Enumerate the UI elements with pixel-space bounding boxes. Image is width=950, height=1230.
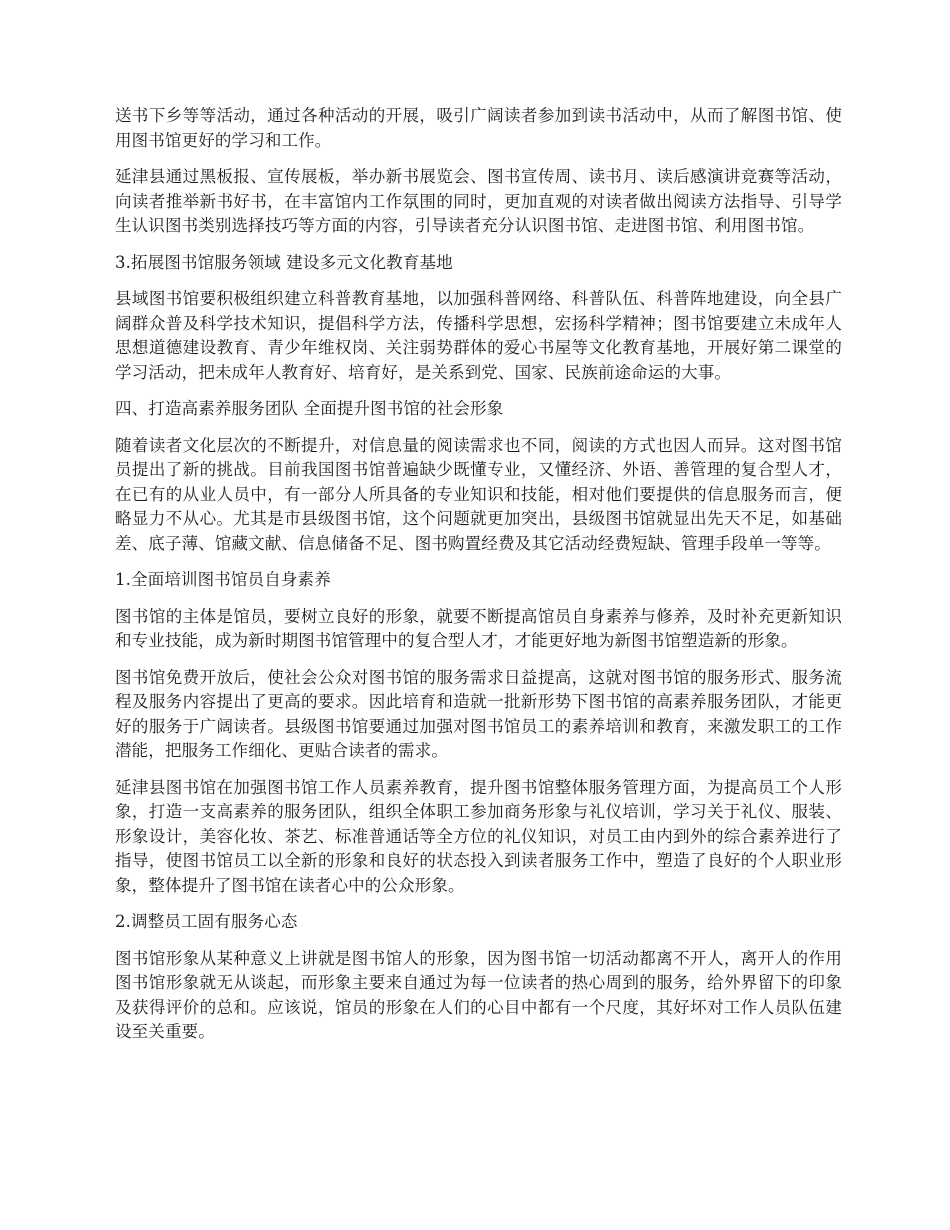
- subsection-heading-2: 2.调整员工固有服务心态: [115, 912, 298, 931]
- section-heading-4: 四、打造高素养服务团队 全面提升图书馆的社会形象: [115, 399, 504, 418]
- paragraph-yanjin-promotion: 延津县通过黑板报、宣传展板，举办新书展览会、图书宣传周、读书月、读后感演讲竞赛等活动，向读者推举新书好书，在丰富馆内工作氛围的同时，更加直观的对读者做出阅读方法指导、引导学生认识图书类别选择技巧等方面的内容，引导读者充分认识图书馆、走进图书馆、利用图书馆。: [115, 167, 842, 235]
- subsection-heading-1: 1.全面培训图书馆员自身素养: [115, 570, 331, 589]
- paragraph-librarian-challenge: 随着读者文化层次的不断提升，对信息量的阅读需求也不同，阅读的方式也因人而异。这对图书馆员提出了新的挑战。目前我国图书馆普遍缺少既懂专业，又懂经济、外语、善管理的复合型人才，在已有的从业人员中，有一部分人所具备的专业知识和技能，相对他们要提供的信息服务而言，便略显力不从心。尤其是市县级图书馆，这个问题就更加突出，县级图书馆就显出先天不足，如基础差、底子薄、馆藏文献、信息储备不足、图书购置经费及其它活动经费短缺、管理手段单一等等。: [115, 435, 842, 553]
- document-body: [115, 104, 842, 1057]
- section-heading-3: 3.拓展图书馆服务领域 建设多元文化教育基地: [115, 252, 453, 272]
- paragraph-education-base: 县域图书馆要积极组织建立科普教育基地，以加强科普网络、科普队伍、科普阵地建设，向全县广阔群众普及科学技术知识，提倡科学方法，传播科学思想，宏扬科学精神；图书馆要建立未成年人思想道德建设教育、青少年维权岗、关注弱势群体的爱心书屋等文化教育基地，开展好第二课堂的学习活动，把未成年人教育好、培育好，是关系到党、国家、民族前途命运的大事。: [115, 289, 842, 382]
- paragraph-free-opening: 图书馆免费开放后，使社会公众对图书馆的服务需求日益提高，这就对图书馆的服务形式、服务流程及服务内容提出了更高的要求。因此培育和造就一批新形势下图书馆的高素养服务团队，才能更好的服务于广阔读者。县级图书馆要通过加强对图书馆员工的素养培训和教育，来激发职工的工作潜能，把服务工作细化、更贴合读者的需求。: [115, 667, 842, 760]
- paragraph-yanjin-training: 延津县图书馆在加强图书馆工作人员素养教育，提升图书馆整体服务管理方面，为提高员工个人形象，打造一支高素养的服务团队，组织全体职工参加商务形象与礼仪培训，学习关于礼仪、服装、形象设计，美容化妆、茶艺、标准普通话等全方位的礼仪知识，对员工由内到外的综合素养进行了指导，使图书馆员工以全新的形象和良好的状态投入到读者服务工作中，塑造了良好的个人职业形象，整体提升了图书馆在读者心中的公众形象。: [115, 777, 842, 895]
- paragraph-library-image: 图书馆形象从某种意义上讲就是图书馆人的形象，因为图书馆一切活动都离不开人，离开人的作用图书馆形象就无从谈起，而形象主要来自通过为每一位读者的热心周到的服务，给外界留下的印象及获得评价的总和。应该说，馆员的形象在人们的心目中都有一个尺度，其好坏对工作人员队伍建设至关重要。: [115, 948, 842, 1041]
- paragraph-library-outreach: 送书下乡等等活动，通过各种活动的开展，吸引广阔读者参加到读书活动中，从而了解图书馆、使用图书馆更好的学习和工作。: [115, 106, 842, 150]
- paragraph-librarian-quality: 图书馆的主体是馆员，要树立良好的形象，就要不断提高馆员自身素养与修养，及时补充更新知识和专业技能，成为新时期图书馆管理中的复合型人才，才能更好地为新图书馆塑造新的形象。: [115, 606, 842, 650]
